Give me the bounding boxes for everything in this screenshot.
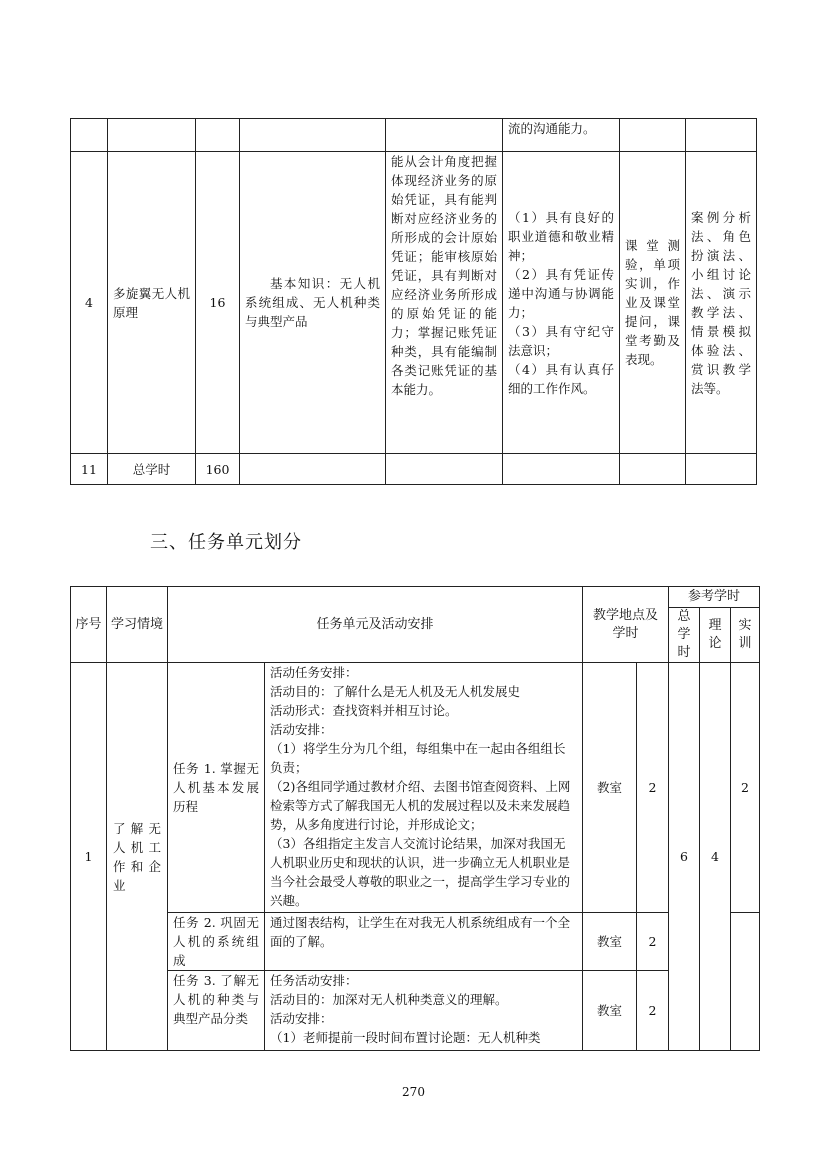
methods-cell: 案例分析法、角色扮演法、小组讨论法、演示教学法、情景模拟体验法、赏识教学法等。 [686, 152, 757, 454]
practice-hours-cell: 2 [731, 663, 760, 913]
activity-line: 任务活动安排： [270, 973, 358, 988]
place-cell: 教室 [583, 663, 637, 913]
quality-cell [503, 152, 620, 454]
header-total: 总学时 [669, 608, 700, 663]
situation-cell: 多旋翼无人机原理 [108, 152, 196, 454]
activity-cell [265, 971, 583, 1051]
header-ref-hours: 参考学时 [669, 587, 760, 608]
quality-item: （4）具有认真仔细的工作作风。 [508, 361, 614, 396]
place-hours-cell: 2 [637, 913, 669, 971]
row-number: 11 [71, 454, 108, 485]
activity-line: 活动安排： [270, 722, 333, 737]
table-row [71, 119, 757, 152]
activity-line: （2)各组同学通过教材介绍、去图书馆查阅资料、上网检索等方式了解我国无人机的发展过程以及未来发展趋势，从多角度进行讨论，并形成论文； [270, 779, 571, 832]
place-hours-cell: 2 [637, 971, 669, 1051]
activity-line: 活动目的：加深对无人机种类意义的理解。 [270, 992, 508, 1007]
place-cell: 教室 [583, 913, 637, 971]
header-theory: 理论 [700, 608, 731, 663]
place-hours-cell: 2 [637, 663, 669, 913]
row-number: 4 [71, 152, 108, 454]
theory-hours-cell: 4 [700, 663, 731, 1051]
row-number: 1 [71, 663, 107, 1051]
activity-line: 活动形式：查找资料并相互讨论。 [270, 703, 458, 718]
content-cell: 基本知识：无人机系统组成、无人机种类与典型产品 [240, 152, 386, 454]
quality-item: （1）具有良好的职业道德和敬业精神； [508, 209, 614, 263]
activity-line: 活动任务安排： [270, 665, 358, 680]
quality-item: （2）具有凭证传递中沟通与协调能力； [508, 266, 614, 320]
table-row [71, 663, 760, 913]
page-number: 270 [402, 1085, 425, 1099]
header-practice: 实训 [731, 608, 760, 663]
table-row [71, 152, 757, 454]
activity-line: （1）老师提前一段时间布置讨论题：无人机种类 [270, 1030, 541, 1045]
quality-cell: 流的沟通能力。 [503, 119, 620, 152]
place-cell: 教室 [583, 971, 637, 1051]
ability-cell: 能从会计角度把握体现经济业务的原始凭证，具有能判断对应经济业务的所形成的会计原始凭证；能审核原始凭证，具有判断对应经济业务所形成的原始凭证的能力；掌握记账凭证种类，具有能编制各类记账凭证的基本能力。 [386, 152, 503, 454]
header-place: 教学地点及学时 [583, 587, 669, 663]
task-name: 任务 1. 掌握无人机基本发展历程 [168, 663, 265, 913]
header-no: 序号 [71, 587, 107, 663]
total-label: 总学时 [108, 454, 196, 485]
task-unit-table [70, 586, 760, 1051]
header-tasks: 任务单元及活动安排 [168, 587, 583, 663]
activity-line: （3）各组指定主发言人交流讨论结果，加深对我国无人机职业历史和现状的认识，进一步确立无人机职业是当今社会最受人尊敬的职业之一，提高学生学习专业的兴趣。 [270, 836, 571, 908]
section-title: 三、任务单元划分 [150, 532, 302, 553]
activity-line: 活动安排： [270, 1011, 333, 1026]
assessment-cell: 课堂测验，单项实训，作业及课堂提问，课堂考勤及表现。 [620, 152, 686, 454]
activity-cell [265, 913, 583, 971]
total-hours-cell: 6 [669, 663, 700, 1051]
activity-line: 通过图表结构，让学生在对我无人机系统组成有一个全面的了解。 [270, 915, 571, 949]
task-name: 任务 2. 巩固无人机的系统组成 [168, 913, 265, 971]
hours-cell: 16 [196, 152, 240, 454]
task-name: 任务 3. 了解无人机的种类与典型产品分类 [168, 971, 265, 1051]
table-row [71, 913, 760, 971]
situation-cell: 了解无人机工作和企业 [107, 663, 168, 1051]
course-table-continued [70, 118, 757, 485]
activity-line: （1）将学生分为几个组，每组集中在一起由各组组长负责； [270, 741, 566, 775]
total-hours: 160 [196, 454, 240, 485]
activity-line: 活动目的：了解什么是无人机及无人机发展史 [270, 684, 521, 699]
table-row [71, 971, 760, 1051]
activity-cell [265, 663, 583, 913]
header-situation: 学习情境 [107, 587, 168, 663]
quality-item: （3）具有守纪守法意识； [508, 323, 614, 358]
table-header-row [71, 587, 760, 608]
table-row [71, 454, 757, 485]
